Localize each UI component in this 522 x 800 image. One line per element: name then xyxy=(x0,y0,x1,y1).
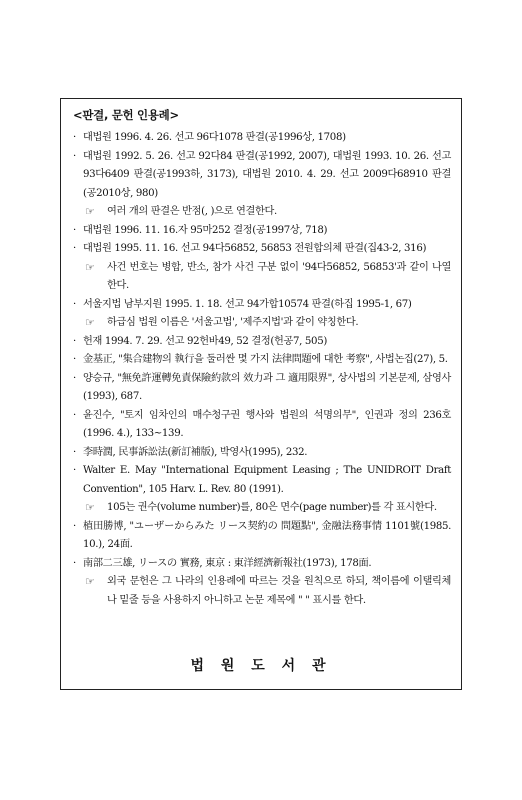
citation-text: 대법원 1996. 4. 26. 선고 96다1078 판결(공1996상, 1708) xyxy=(83,132,346,143)
citation-entry xyxy=(73,351,451,370)
note-text: 여러 개의 판결은 반점(, )으로 연결한다. xyxy=(107,206,277,217)
bullet-dot: · xyxy=(73,335,76,347)
citation-entry xyxy=(73,333,451,352)
citation-note xyxy=(73,573,451,610)
citation-text: 헌재 1994. 7. 29. 선고 92헌바49, 52 결정(헌공7, 505) xyxy=(83,335,327,347)
citation-list xyxy=(73,129,451,610)
note-text: 사건 번호는 병합, 반소, 참가 사건 구분 없이 '94다56852, 56853'과 같이 나열한다. xyxy=(107,261,451,291)
citation-entry xyxy=(73,444,451,463)
bullet-dot: · xyxy=(73,298,76,310)
citation-entry xyxy=(73,129,451,148)
citation-entry xyxy=(73,462,451,499)
pointing-hand-icon: ☞ xyxy=(85,316,95,329)
citation-text: 서울지법 남부지원 1995. 1. 18. 선고 94가합10574 판결(하집 1995-1, 67) xyxy=(83,298,412,310)
bullet-dot: · xyxy=(73,409,76,421)
pointing-hand-icon: ☞ xyxy=(85,205,95,218)
citation-text: 대법원 1992. 5. 26. 선고 92다84 판결(공1992, 2007), 대법원 1993. 10. 26. 선고 93다6409 판결(공1993하, 3173), 대법원 2010. 4. 29. 선고 2009다68910 판결(공2010상, 980) xyxy=(83,150,451,199)
footer-publisher: 법 원 도 서 관 xyxy=(190,658,332,674)
bullet-dot: · xyxy=(73,446,76,458)
citation-text: 대법원 1995. 11. 16. 선고 94다56852, 56853 전원합의체 판결(집43-2, 316) xyxy=(83,243,427,254)
citation-note xyxy=(73,203,451,222)
citation-text: 대법원 1996. 11. 16.자 95마252 결정(공1997상, 718) xyxy=(83,224,328,236)
bullet-dot: · xyxy=(73,465,76,476)
citation-entry xyxy=(73,407,451,444)
citation-examples-box xyxy=(60,98,462,690)
citation-text: 양승규, "無免許運轉免責保險約款의 效力과 그 適用限界", 상사법의 기본문제, 삼영사(1993), 687. xyxy=(83,372,451,402)
bullet-dot: · xyxy=(73,520,76,532)
citation-entry xyxy=(73,555,451,574)
citation-text: 植田勝博, "ユーザーからみた リース契約の 問題點", 金融法務事情 1101號(1985. 10.), 24面. xyxy=(83,520,451,550)
citation-text: 南部二三雄, リースの 實務, 東京 : 東洋經濟新報社(1973), 178面. xyxy=(83,557,372,569)
note-text: 하급심 법원 이름은 '서울고법', '제주지법'과 같이 약칭한다. xyxy=(107,317,359,328)
bullet-dot: · xyxy=(73,557,76,569)
citation-text: 윤진수, "토지 임차인의 매수청구권 행사와 법원의 석명의무", 인권과 정의 236호(1996. 4.), 133~139. xyxy=(83,409,451,439)
citation-entry xyxy=(73,518,451,555)
bullet-dot: · xyxy=(73,354,76,365)
citation-entry xyxy=(73,370,451,407)
citation-entry xyxy=(73,240,451,259)
citation-note xyxy=(73,259,451,296)
bullet-dot: · xyxy=(73,150,76,162)
bullet-dot: · xyxy=(73,132,76,143)
bullet-dot: · xyxy=(73,243,76,254)
note-text: 외국 문헌은 그 나라의 인용례에 따르는 것을 원칙으로 하되, 책이름에 이탤릭체나 밑줄 등을 사용하지 아니하고 논문 제목에 " " 표시를 한다. xyxy=(107,576,451,606)
citation-entry xyxy=(73,148,451,204)
bullet-dot: · xyxy=(73,372,76,384)
pointing-hand-icon: ☞ xyxy=(85,575,95,588)
citation-text: 李時潤, 民事訴訟法(新訂補版), 박영사(1995), 232. xyxy=(83,446,308,458)
citation-note xyxy=(73,314,451,333)
box-heading: <판결, 문헌 인용례> xyxy=(73,108,179,122)
pointing-hand-icon: ☞ xyxy=(85,501,95,514)
citation-entry xyxy=(73,296,451,315)
note-text: 105는 권수(volume number)를, 80은 면수(page number)를 각 표시한다. xyxy=(107,502,437,513)
citation-entry xyxy=(73,222,451,241)
pointing-hand-icon: ☞ xyxy=(85,260,95,274)
citation-note xyxy=(73,499,451,518)
bullet-dot: · xyxy=(73,224,76,236)
citation-text: Walter E. May "International Equipment Leasing ; The UNIDROIT Draft Convention", 105 Harv. L. Rev. 80 (1991). xyxy=(83,465,451,495)
citation-text: 金基正, "集合建物의 執行을 둘러싼 몇 가지 法律問題에 대한 考察", 사법논집(27), 5. xyxy=(83,354,448,365)
